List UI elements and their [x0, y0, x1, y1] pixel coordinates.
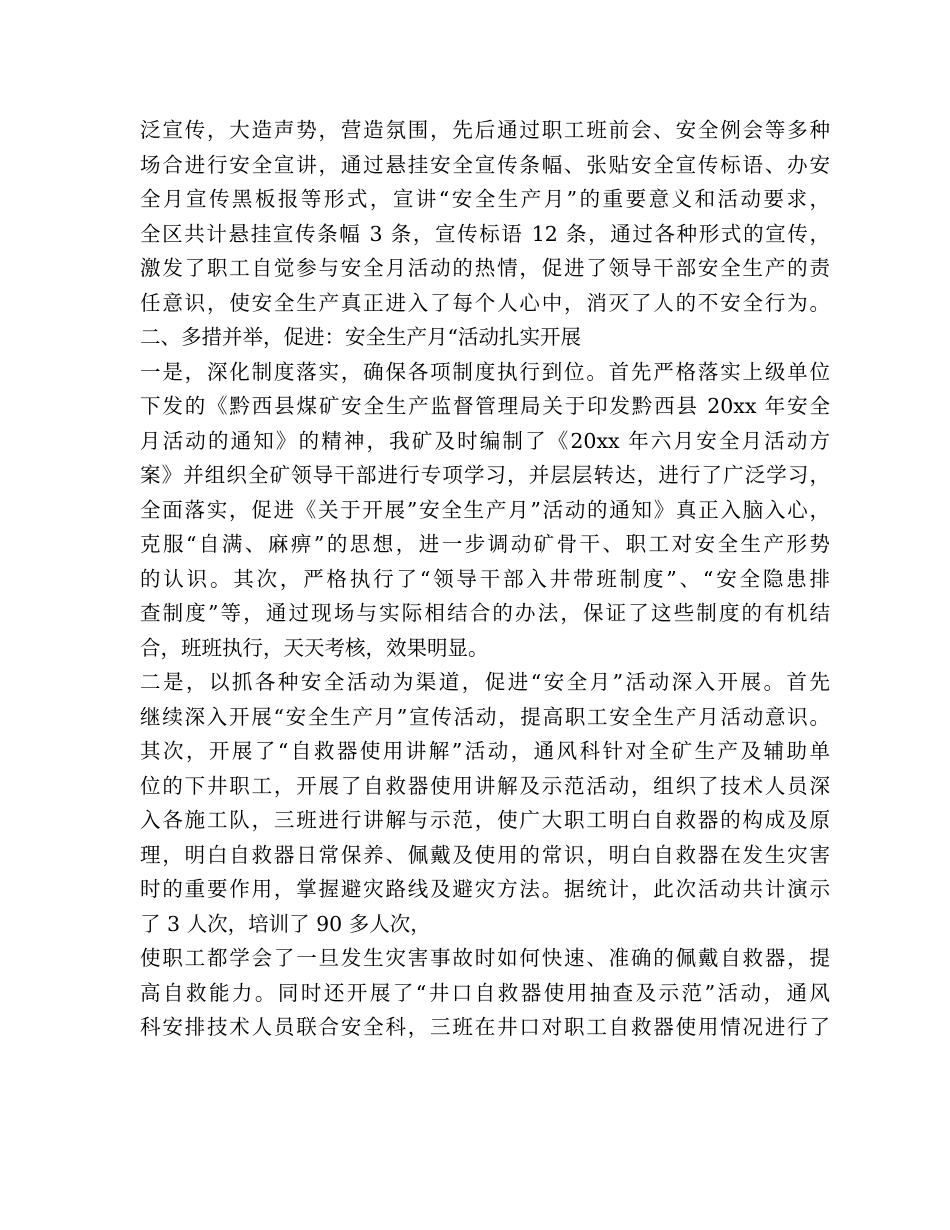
text-line: 其次，开展了“自救器使用讲解”活动，通风科针对全矿生产及辅助单 — [140, 739, 830, 763]
text-line: 入各施工队，三班进行讲解与示范，使广大职工明白自救器的构成及原 — [140, 808, 830, 832]
text-line: 了 3 人次，培训了 90 多人次， — [140, 911, 431, 936]
text-line: 全区共计悬挂宣传条幅 3 条，宣传标语 12 条，通过各种形式的宣传， — [140, 221, 830, 246]
text-line: 科安排技术人员联合安全科，三班在井口对职工自救器使用情况进行了 — [140, 1015, 830, 1039]
text-line: 理，明白自救器日常保养、佩戴及使用的常识，明白自救器在发生灾害 — [140, 842, 830, 867]
text-line: 合，班班执行，天天考核，效果明显。 — [140, 635, 489, 660]
text-line: 下发的《黔西县煤矿安全生产监督管理局关于印发黔西县 20xx 年安全 — [140, 394, 830, 418]
text-line: 的认识。其次，严格执行了“领导干部入井带班制度”、“安全隐患排 — [140, 566, 830, 591]
text-line: 场合进行安全宣讲，通过悬挂安全宣传条幅、张贴安全宣传标语、办安 — [140, 152, 830, 177]
text-line: 使职工都学会了一旦发生灾害事故时如何快速、准确的佩戴自救器，提 — [140, 946, 830, 970]
text-line: 位的下井职工，开展了自救器使用讲解及示范活动，组织了技术人员深 — [140, 773, 830, 798]
text-line: 时的重要作用，掌握避灾路线及避灾方法。据统计，此次活动共计演示 — [140, 877, 830, 901]
text-line: 克服“自满、麻痹”的思想，进一步调动矿骨干、职工对安全生产形势 — [140, 532, 830, 556]
body-text — [140, 113, 830, 1045]
text-line: 一是，深化制度落实，确保各项制度执行到位。首先严格落实上级单位 — [140, 359, 830, 384]
text-line: 案》并组织全矿领导干部进行专项学习，并层层转达，进行了广泛学习， — [140, 463, 830, 487]
text-line: 激发了职工自觉参与安全月活动的热情，促进了领导干部安全生产的责 — [140, 256, 830, 280]
text-line: 月活动的通知》的精神，我矿及时编制了《20xx 年六月安全月活动方 — [140, 428, 830, 453]
text-line: 查制度”等，通过现场与实际相结合的办法，保证了这些制度的有机结 — [140, 601, 830, 625]
text-line: 全面落实，促进《关于开展”安全生产月”活动的通知》真正入脑入心， — [140, 497, 830, 522]
text-line: 继续深入开展“安全生产月”宣传活动，提高职工安全生产月活动意识。 — [140, 704, 830, 729]
text-line: 任意识，使安全生产真正进入了每个人心中，消灭了人的不安全行为。 — [140, 290, 830, 315]
text-line: 泛宣传，大造声势，营造氛围，先后通过职工班前会、安全例会等多种 — [140, 118, 830, 142]
text-line: 高自救能力。同时还开展了“井口自救器使用抽查及示范”活动，通风 — [140, 980, 830, 1005]
section-heading: 二、多措并举，促进：安全生产月“活动扎实开展 — [140, 325, 581, 349]
text-line: 全月宣传黑板报等形式，宣讲“安全生产月”的重要意义和活动要求， — [140, 187, 830, 211]
text-line: 二是，以抓各种安全活动为渠道，促进“安全月”活动深入开展。首先 — [140, 670, 830, 694]
